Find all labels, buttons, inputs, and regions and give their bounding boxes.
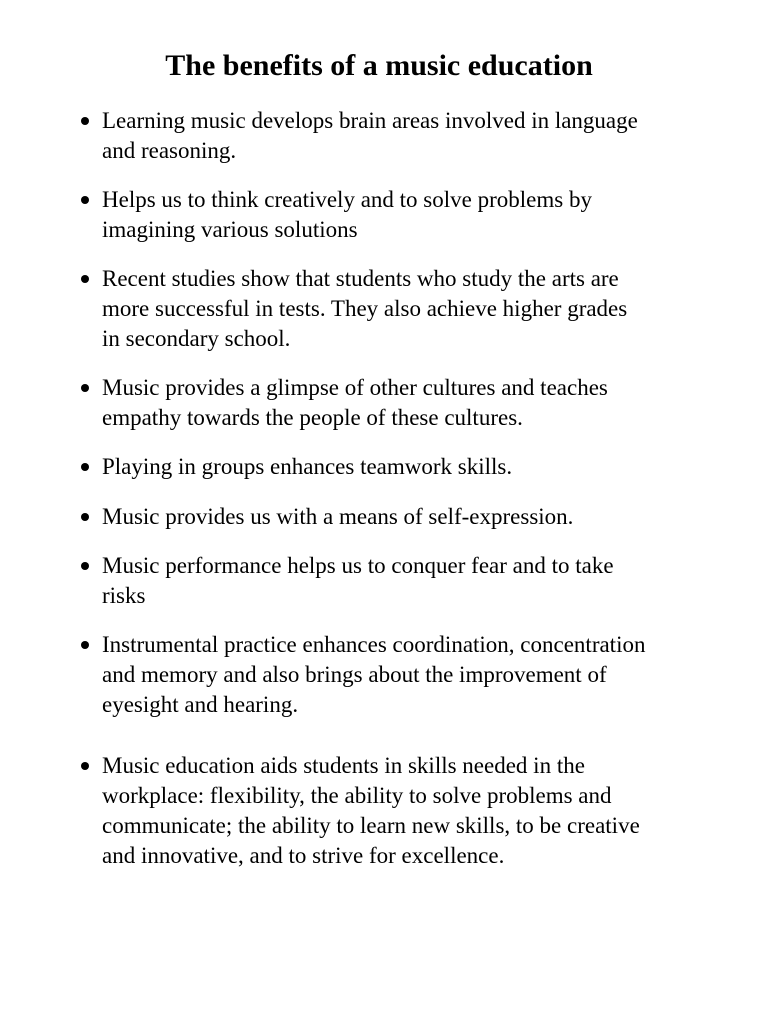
bullet-icon [81,384,89,392]
bullet-icon [81,562,89,570]
list-item-text: Music education aids students in skills needed in the workplace: flexibility, the ability to solve problems and communicate; the ability to learn new skills, to be creative and innovative, and to strive for excellence. [102,753,640,868]
bullet-icon [81,641,89,649]
list-item-text: Music provides us with a means of self-expression. [102,504,574,529]
list-item-text: Playing in groups enhances teamwork skills. [102,454,513,479]
bullet-icon [81,275,89,283]
list-item-text: Helps us to think creatively and to solve problems by imagining various solutions [102,187,592,242]
bullet-icon [81,117,89,125]
list-item-text: Music performance helps us to conquer fear and to take risks [102,553,614,608]
list-item-text: Recent studies show that students who study the arts are more successful in tests. They also achieve higher grades in secondary school. [102,266,628,351]
page-title: The benefits of a music education [165,49,593,82]
bullet-icon [81,513,89,521]
bullet-icon [81,463,89,471]
list-item-text: Instrumental practice enhances coordination, concentration and memory and also brings about the improvement of eyesight and hearing. [102,632,646,717]
bullet-icon [81,762,89,770]
list-item-text: Music provides a glimpse of other cultures and teaches empathy towards the people of these cultures. [102,375,608,430]
list-item-text: Learning music develops brain areas involved in language and reasoning. [102,108,638,163]
bullet-icon [81,196,89,204]
